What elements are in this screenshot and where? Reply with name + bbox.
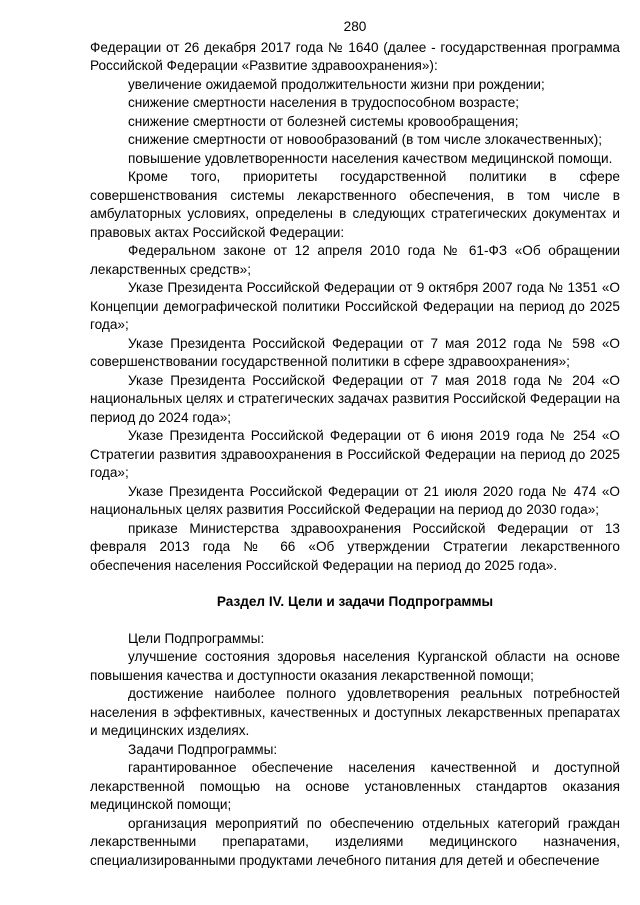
- paragraph: повышение удовлетворенности населения качеством медицинской помощи.: [128, 150, 613, 166]
- paragraph: Указе Президента Российской Федерации от 7 мая 2012 года № 598 «О совершенствовании государственной политики в сфере здравоохранения»;: [90, 335, 620, 369]
- paragraph: Цели Подпрограммы:: [128, 630, 265, 646]
- paragraph: Федерации от 26 декабря 2017 года № 1640 (далее - государственная программа Российской Федерации «Развитие здравоохранения»):: [90, 39, 620, 73]
- paragraph: гарантированное обеспечение населения качественной и доступной лекарственной помощью на основе установленных стандартов оказания медицинской помощи;: [90, 760, 620, 812]
- document-page: [90, 18, 620, 870]
- paragraph: Кроме того, приоритеты государственной политики в сфере совершенствования системы лекарственного обеспечения, в том числе в амбулаторных условиях, определены в следующих стратегических документах и правовых актах Российской Федерации:: [90, 169, 620, 240]
- paragraph: достижение наиболее полного удовлетворения реальных потребностей населения в эффективных, качественных и доступных лекарственных препаратах и медицинских изделиях.: [90, 686, 620, 738]
- paragraph: Задачи Подпрограммы:: [128, 741, 278, 757]
- paragraph: приказе Министерства здравоохранения Российской Федерации от 13 февраля 2013 года № 66 «Об утверждении Стратегии лекарственного обеспечения населения Российской Федерации на период до 2025 года».: [90, 520, 620, 573]
- top-text-block: [90, 39, 620, 576]
- paragraph: Указе Президента Российской Федерации от 9 октября 2007 года № 1351 «О Концепции демографической политики Российской Федерации на период до 2025 года»;: [90, 280, 620, 332]
- paragraph: Федеральном законе от 12 апреля 2010 года № 61-ФЗ «Об обращении лекарственных средств»;: [90, 243, 620, 277]
- paragraph: увеличение ожидаемой продолжительности жизни при рождении;: [128, 76, 545, 92]
- paragraph: организация мероприятий по обеспечению отдельных категорий граждан лекарственными препаратами, изделиями медицинского назначения, специализированными продуктами лечебного питания для детей и обеспечение: [90, 815, 620, 868]
- page-number: 280: [343, 19, 367, 34]
- bottom-text-block: [90, 630, 620, 871]
- paragraph: улучшение состояния здоровья населения Курганской области на основе повышения качества и доступности оказания лекарственной помощи;: [90, 649, 620, 683]
- paragraph: снижение смертности от новообразований (в том числе злокачественных);: [128, 132, 603, 147]
- paragraph: Указе Президента Российской Федерации от 21 июля 2020 года № 474 «О национальных целях развития Российской Федерации на период до 2030 года»;: [90, 483, 620, 517]
- paragraph: Указе Президента Российской Федерации от 7 мая 2018 года № 204 «О национальных целях и стратегических задачах развития Российской Федерации на период до 2024 года»;: [90, 372, 620, 425]
- paragraph: снижение смертности населения в трудоспособном возрасте;: [128, 95, 520, 110]
- section-heading: Раздел IV. Цели и задачи Подпрограммы: [216, 594, 494, 609]
- paragraph: Указе Президента Российской Федерации от 6 июня 2019 года № 254 «О Стратегии развития здравоохранения в Российской Федерации на период до 2025 года»;: [90, 428, 620, 480]
- paragraph: снижение смертности от болезней системы кровообращения;: [128, 113, 519, 129]
